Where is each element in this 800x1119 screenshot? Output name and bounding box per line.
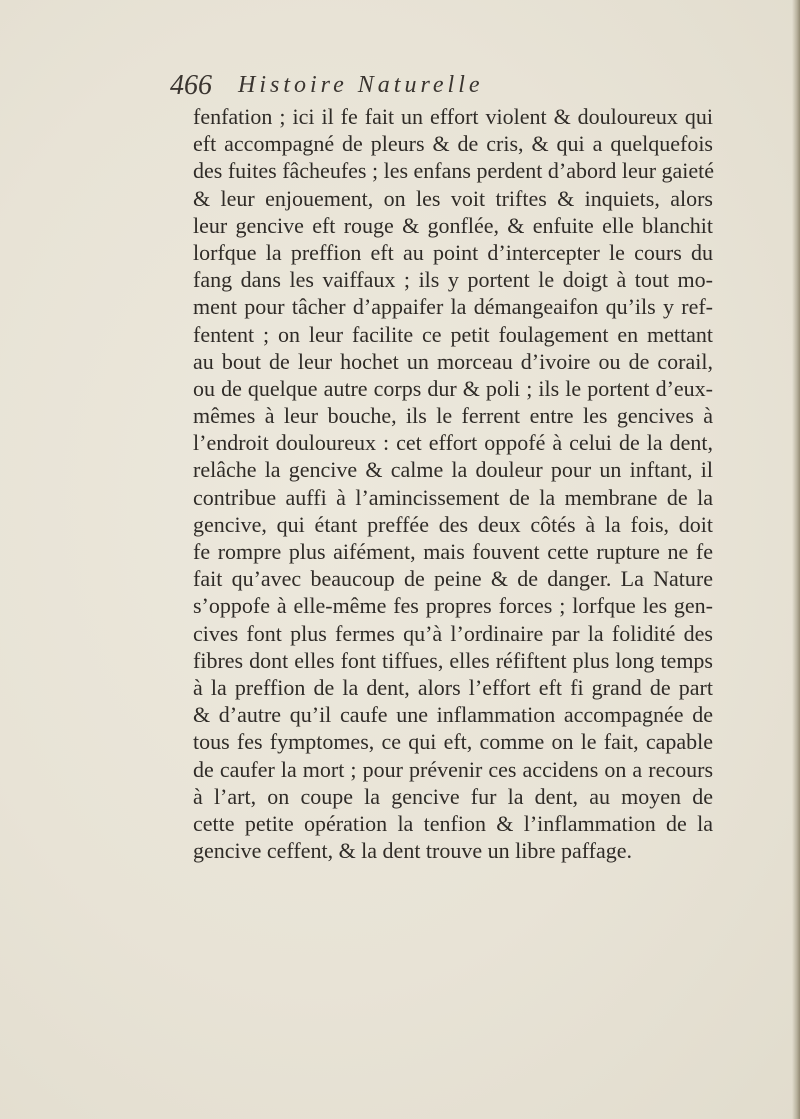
text-line: des fuites fâcheufes ; les enfans perdent d’abord leur gaieté bbox=[193, 158, 715, 184]
text-line: fenfation ; ici il fe fait un effort violent & douloureux qui bbox=[193, 104, 713, 129]
text-line: relâche la gencive & calme la douleur pour un inftant, il bbox=[193, 457, 713, 483]
text-line: ou de quelque autre corps dur & poli ; ils le portent d’eux- bbox=[193, 375, 713, 401]
text-line: fang dans les vaiffaux ; ils y portent le doigt à tout mo- bbox=[193, 267, 713, 293]
text-line: fentent ; on leur facilite ce petit foulagement en mettant bbox=[193, 321, 713, 347]
page-edge bbox=[792, 0, 800, 1119]
text-line: s’oppofe à elle-même fes propres forces ; lorfque les gen- bbox=[193, 593, 713, 619]
text-line: à la preffion de la dent, alors l’effort eft fi grand de part bbox=[193, 674, 713, 700]
text-line: cette petite opération la tenfion & l’inflammation de la bbox=[193, 810, 713, 836]
text-line: au bout de leur hochet un morceau d’ivoire ou de corail, bbox=[193, 348, 713, 374]
text-line: gencive, qui étant preffée des deux côtés à la fois, doit bbox=[193, 511, 713, 537]
page-number: 466 bbox=[170, 70, 212, 101]
text-line: à l’art, on coupe la gencive fur la dent, au moyen de bbox=[193, 783, 713, 809]
text-line: fait qu’avec beaucoup de peine & de danger. La Nature bbox=[193, 566, 713, 592]
text-line: lorfque la preffion eft au point d’intercepter le cours du bbox=[193, 239, 713, 265]
text-line: ment pour tâcher d’appaifer la démangeaifon qu’ils y ref- bbox=[193, 294, 713, 320]
text-line: & leur enjouement, on les voit triftes & inquiets, alors bbox=[193, 185, 713, 211]
text-line: tous fes fymptomes, ce qui eft, comme on le fait, capable bbox=[193, 729, 713, 755]
text-line: l’endroit douloureux : cet effort oppofé à celui de la dent, bbox=[193, 430, 713, 456]
text-line: fibres dont elles font tiffues, elles réfiftent plus long temps bbox=[193, 647, 713, 673]
text-line: gencive ceffent, & la dent trouve un libre paffage. bbox=[193, 838, 633, 864]
text-line: fe rompre plus aifément, mais fouvent cette rupture ne fe bbox=[193, 539, 713, 564]
text-line: contribue auffi à l’amincissement de la membrane de la bbox=[193, 484, 713, 510]
text-line: mêmes à leur bouche, ils le ferrent entre les gencives à bbox=[193, 403, 713, 429]
text-line: leur gencive eft rouge & gonflée, & enfuite elle blanchit bbox=[193, 212, 713, 238]
text-line: & d’autre qu’il caufe une inflammation accompagnée de bbox=[193, 702, 713, 728]
text-line: eft accompagné de pleurs & de cris, & qui a quelquefois bbox=[193, 131, 713, 157]
body-text bbox=[193, 103, 713, 864]
text-line: de caufer la mort ; pour prévenir ces accidens on a recours bbox=[193, 756, 713, 782]
running-title: Histoire Naturelle bbox=[238, 72, 484, 98]
text-line: cives font plus fermes qu’à l’ordinaire par la folidité des bbox=[193, 620, 713, 646]
